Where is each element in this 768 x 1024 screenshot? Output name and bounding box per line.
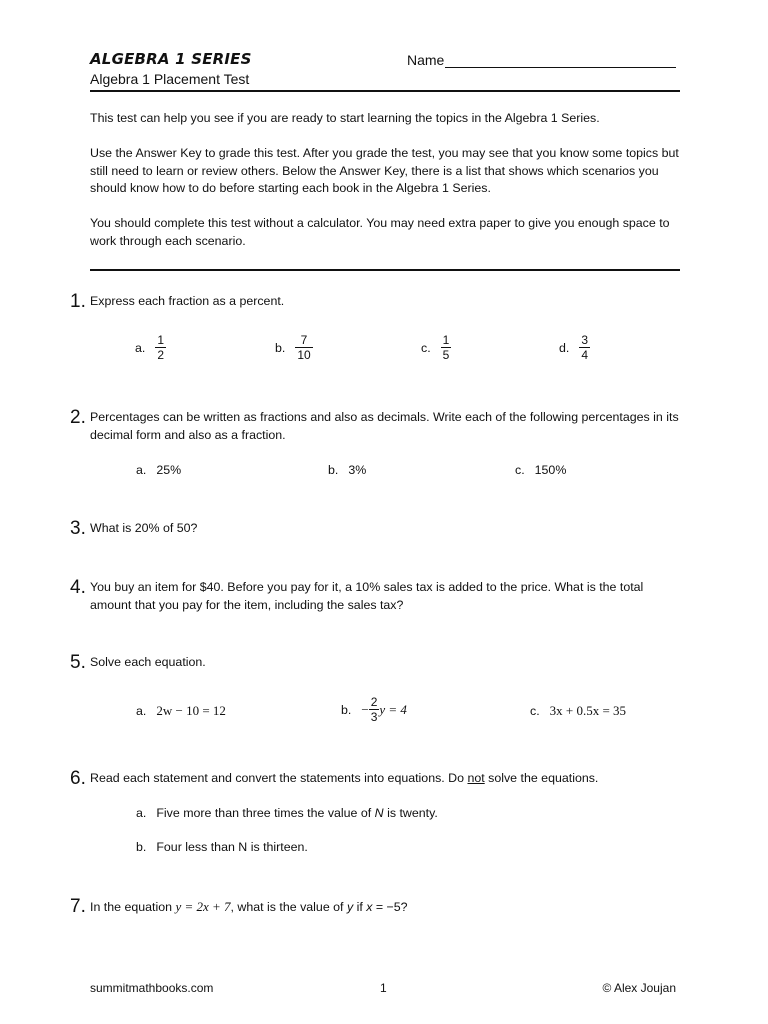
q5-item-a	[136, 703, 226, 719]
q6-item-a	[136, 806, 438, 820]
item-label: c.	[515, 463, 525, 477]
text-part: In the equation	[90, 900, 176, 914]
fraction	[579, 334, 590, 362]
equation: 2w − 10 = 12	[156, 703, 226, 718]
emphasized-word: not	[467, 771, 485, 785]
denominator: 2	[157, 348, 165, 362]
question-2	[70, 408, 682, 444]
denominator: 5	[442, 348, 450, 362]
fraction	[441, 334, 452, 362]
variable: y	[346, 900, 354, 914]
equation: y = 2x + 7	[175, 899, 231, 914]
q5-item-b	[341, 696, 407, 724]
question-3	[70, 519, 682, 539]
text-part: is twenty.	[383, 806, 438, 820]
question-number: 2.	[70, 407, 86, 428]
denominator: 3	[370, 710, 378, 724]
denominator: 4	[581, 348, 589, 362]
question-text	[90, 897, 408, 917]
statement	[156, 806, 437, 820]
text-part: solve the equations.	[484, 771, 599, 785]
text-part: = −5?	[372, 900, 408, 914]
text-part: Five more than three times the value of	[156, 806, 375, 820]
q5-item-c	[530, 703, 626, 719]
fraction	[155, 334, 166, 362]
question-7	[70, 897, 682, 917]
numerator: 1	[442, 333, 450, 347]
question-number: 5.	[70, 652, 86, 673]
text-part: if	[353, 900, 367, 914]
name-field[interactable]	[407, 52, 676, 68]
question-text	[90, 769, 598, 789]
denominator: 10	[297, 348, 311, 362]
footer-website: summitmathbooks.com	[90, 981, 214, 995]
question-number: 1.	[70, 291, 86, 312]
name-label: Name	[407, 52, 445, 68]
variable: N	[374, 806, 384, 820]
question-5	[70, 653, 682, 673]
question-number: 3.	[70, 518, 86, 539]
question-text: What is 20% of 50?	[90, 521, 198, 535]
item-label: a.	[135, 341, 146, 355]
text-part: Read each statement and convert the statements into equations. Do	[90, 771, 468, 785]
variable: x	[366, 900, 373, 914]
intro-paragraph-3: You should complete this test without a calculator. You may need extra paper to give you enough space to work through each scenario.	[90, 216, 670, 248]
equation-rest: y = 4	[379, 702, 407, 717]
numerator: 2	[370, 695, 378, 709]
q2-item-b	[328, 463, 366, 477]
item-label: a.	[136, 704, 147, 718]
question-text: Solve each equation.	[90, 655, 206, 669]
question-text: Express each fraction as a percent.	[90, 294, 285, 308]
item-label: a.	[136, 806, 147, 820]
statement: Four less than N is thirteen.	[156, 840, 308, 854]
intro-divider	[90, 269, 680, 271]
equation: 3x + 0.5x = 35	[549, 703, 627, 718]
question-number: 4.	[70, 577, 86, 598]
question-4	[70, 578, 682, 614]
item-label: b.	[341, 703, 352, 717]
intro-paragraph-2: Use the Answer Key to grade this test. After you grade the test, you may see that you know some topics but still need to learn or review others. Below the Answer Key, there is a list that shows which scenarios you should know how to do before starting each book in the Algebra 1 Series.	[90, 146, 679, 195]
numerator: 1	[157, 333, 165, 347]
q1-item-d	[559, 334, 590, 362]
footer-copyright: © Alex Joujan	[602, 981, 676, 995]
question-number: 6.	[70, 768, 86, 789]
fraction	[369, 696, 380, 724]
numerator: 7	[300, 333, 308, 347]
q2-item-a	[136, 463, 181, 477]
minus-sign: −	[361, 702, 369, 717]
item-value: 25%	[156, 463, 182, 477]
text-part: , what is the value of	[230, 900, 347, 914]
series-title: ALGEBRA 1 SERIES	[90, 50, 252, 68]
intro-paragraph-1: This test can help you see if you are ready to start learning the topics in the Algebra 1 Series.	[90, 111, 600, 125]
question-number: 7.	[70, 896, 86, 917]
item-label: b.	[136, 840, 147, 854]
test-title: Algebra 1 Placement Test	[90, 71, 250, 87]
item-label: b.	[328, 463, 339, 477]
item-label: b.	[275, 341, 286, 355]
q2-item-c	[515, 463, 566, 477]
item-label: a.	[136, 463, 147, 477]
q6-item-b	[136, 840, 308, 854]
header-divider	[90, 90, 680, 92]
item-value: 150%	[534, 463, 567, 477]
name-blank-line[interactable]	[445, 53, 676, 68]
question-text: Percentages can be written as fractions and also as decimals. Write each of the following percentages in its decimal form and also as a fraction.	[90, 410, 679, 442]
numerator: 3	[581, 333, 589, 347]
item-value: 3%	[348, 463, 367, 477]
question-1	[70, 292, 682, 312]
question-6	[70, 769, 682, 789]
q1-item-a	[135, 334, 166, 362]
item-label: d.	[559, 341, 570, 355]
item-label: c.	[421, 341, 431, 355]
q1-item-c	[421, 334, 451, 362]
fraction	[295, 334, 312, 362]
page-number: 1	[380, 981, 387, 995]
item-label: c.	[530, 704, 540, 718]
q1-item-b	[275, 334, 313, 362]
question-text: You buy an item for $40. Before you pay for it, a 10% sales tax is added to the price. What is the total amount that you pay for the item, including the sales tax?	[90, 580, 644, 612]
